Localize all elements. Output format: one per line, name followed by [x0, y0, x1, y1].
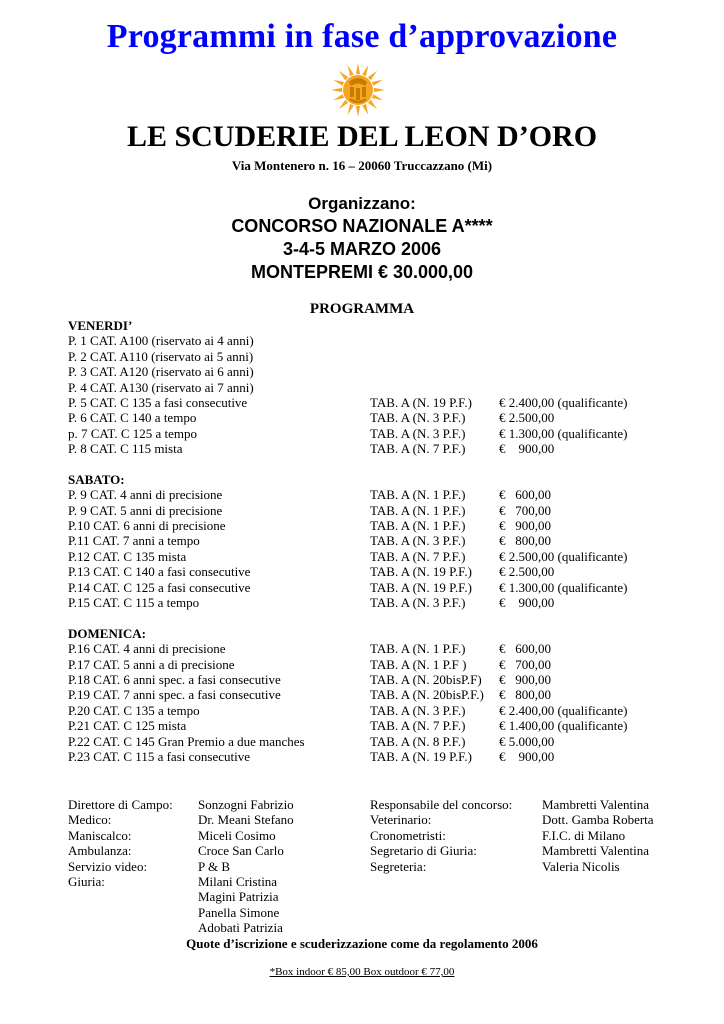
event-prize-cell: € 900,00 [499, 441, 555, 457]
staff-row [68, 843, 708, 858]
event-prize-cell: € 800,00 [499, 533, 551, 549]
event-tab-cell: TAB. A (N. 19 P.F.) [370, 394, 472, 410]
event-row [68, 564, 708, 579]
day-section [68, 626, 708, 765]
event-name-cell: P.22 CAT. C 145 Gran Premio a due manches [68, 733, 305, 749]
event-name-cell: P. 4 CAT. A130 (riservato ai 7 anni) [68, 379, 254, 395]
staff-name: P & B [198, 858, 231, 874]
staff-row [68, 828, 708, 843]
day-label: VENERDI’ [68, 318, 133, 333]
schedule [68, 318, 708, 780]
event-prize-cell: € 600,00 [499, 641, 551, 657]
event-tab-cell: TAB. A (N. 1 P.F.) [370, 641, 466, 657]
event-tab-cell: TAB. A (N. 1 P.F ) [370, 656, 467, 672]
event-name-cell: P.16 CAT. 4 anni di precisione [68, 641, 226, 657]
event-name-cell: P. 9 CAT. 4 anni di precisione [68, 487, 223, 503]
event-name-cell: P.19 CAT. 7 anni spec. a fasi consecutive [68, 687, 281, 703]
event-prize-cell: € 800,00 [499, 687, 551, 703]
fees-note: Quote d’iscrizione e scuderizzazione come da regolamento 2006 [186, 936, 538, 951]
event-name-cell: P.12 CAT. C 135 mista [68, 548, 187, 564]
event-tab-cell: TAB. A (N. 3 P.F.) [370, 425, 466, 441]
staff-name: Panella Simone [198, 904, 280, 920]
event-tab-cell: TAB. A (N. 19 P.F.) [370, 579, 472, 595]
staff-name: Mambretti Valentina [542, 843, 649, 859]
event-tab-cell: TAB. A (N. 7 P.F.) [370, 718, 466, 734]
event-row [68, 487, 708, 502]
event-prize-cell: € 1.300,00 (qualificante) [499, 425, 628, 441]
event-row [68, 641, 708, 656]
staff-row [68, 905, 708, 920]
event-prize-pool: MONTEPREMI € 30.000,00 [250, 262, 474, 282]
event-prize-cell: € 2.500,00 [499, 410, 555, 426]
event-row [68, 734, 708, 749]
event-prize-cell: € 5.000,00 [499, 733, 555, 749]
event-row [68, 657, 708, 672]
staff-row [68, 920, 708, 935]
staff-row [68, 874, 708, 889]
event-tab-cell: TAB. A (N. 3 P.F.) [370, 702, 466, 718]
event-row [68, 672, 708, 687]
event-name-cell: P. 8 CAT. C 115 mista [68, 441, 183, 457]
staff-row [68, 889, 708, 904]
event-tab-cell: TAB. A (N. 19 P.F.) [370, 564, 472, 580]
staff-role: Maniscalco: [68, 827, 132, 843]
event-prize-cell: € 900,00 [499, 595, 555, 611]
event-row [68, 380, 708, 395]
staff-name: F.I.C. di Milano [542, 827, 626, 843]
event-prize-cell: € 1.300,00 (qualificante) [499, 579, 628, 595]
event-tab-cell: TAB. A (N. 3 P.F.) [370, 533, 466, 549]
event-row [68, 533, 708, 548]
event-prize-cell: € 2.500,00 [499, 564, 555, 580]
staff-name: Croce San Carlo [198, 843, 284, 859]
event-row [68, 687, 708, 702]
staff-role: Veterinario: [370, 812, 432, 828]
box-note [0, 966, 724, 978]
day-label: SABATO: [68, 471, 125, 487]
event-name-cell: P. 1 CAT. A100 (riservato ai 4 anni) [68, 333, 254, 349]
event-prize-cell: € 2.500,00 (qualificante) [499, 548, 628, 564]
event-name-cell: P.17 CAT. 5 anni a di precisione [68, 656, 235, 672]
event-name-cell: P. 6 CAT. C 140 a tempo [68, 410, 197, 426]
event-row [68, 333, 708, 348]
event-tab-cell: TAB. A (N. 1 P.F.) [370, 502, 466, 518]
lion-sun-logo-icon [330, 60, 386, 120]
event-name-cell: P.21 CAT. C 125 mista [68, 718, 187, 734]
event-name-cell: P. 3 CAT. A120 (riservato ai 6 anni) [68, 364, 254, 380]
staff-name: Dr. Meani Stefano [198, 812, 294, 828]
program-heading: PROGRAMMA [309, 301, 415, 317]
day-section [68, 318, 708, 457]
event-prize-cell: € 900,00 [499, 671, 551, 687]
event-name-cell: P. 9 CAT. 5 anni di precisione [68, 502, 223, 518]
event-tab-cell: TAB. A (N. 1 P.F.) [370, 518, 466, 534]
staff-role: Direttore di Campo: [68, 797, 173, 812]
event-row [68, 749, 708, 764]
event-name-cell: P.10 CAT. 6 anni di precisione [68, 518, 226, 534]
staff-role: Servizio video: [68, 858, 148, 874]
event-row [68, 703, 708, 718]
staff-row [68, 797, 708, 812]
event-prize-cell: € 1.400,00 (qualificante) [499, 718, 628, 734]
event-dates: 3-4-5 MARZO 2006 [282, 239, 442, 259]
event-row [68, 549, 708, 564]
event-tab-cell: TAB. A (N. 20bisP.F) [370, 671, 482, 687]
event-name-cell: P. 2 CAT. A110 (riservato ai 5 anni) [68, 348, 254, 364]
staff-name: Mambretti Valentina [542, 797, 649, 812]
staff-row [68, 859, 708, 874]
staff-name: Magini Patrizia [198, 889, 279, 905]
organizer-address: Via Montenero n. 16 – 20060 Truccazzano (Mi) [231, 158, 493, 173]
event-tab-cell: TAB. A (N. 3 P.F.) [370, 595, 466, 611]
event-tab-cell: TAB. A (N. 1 P.F.) [370, 487, 466, 503]
organizer-name: LE SCUDERIE DEL LEON D’ORO [126, 120, 598, 153]
event-row [68, 349, 708, 364]
event-prize-cell: € 900,00 [499, 748, 555, 764]
event-row [68, 410, 708, 425]
staff-name: Milani Cristina [198, 873, 278, 889]
event-tab-cell: TAB. A (N. 7 P.F.) [370, 548, 466, 564]
event-name-cell: P.14 CAT. C 125 a fasi consecutive [68, 579, 251, 595]
event-prize-cell: € 700,00 [499, 656, 551, 672]
staff-role: Segretario di Giuria: [370, 843, 477, 859]
event-tab-cell: TAB. A (N. 3 P.F.) [370, 410, 466, 426]
staff-role: Giuria: [68, 873, 105, 889]
event-row [68, 426, 708, 441]
staff-name: Adobati Patrizia [198, 920, 283, 936]
event-row [68, 595, 708, 610]
event-prize-cell: € 700,00 [499, 502, 551, 518]
event-row [68, 518, 708, 533]
event-prize-cell: € 900,00 [499, 518, 551, 534]
event-name-cell: P.13 CAT. C 140 a fasi consecutive [68, 564, 251, 580]
event-prize-cell: € 2.400,00 (qualificante) [499, 702, 628, 718]
event-tab-cell: TAB. A (N. 19 P.F.) [370, 748, 472, 764]
event-name-cell: p. 7 CAT. C 125 a tempo [68, 425, 198, 441]
event-row [68, 395, 708, 410]
staff-role: Segreteria: [370, 858, 427, 874]
event-intro: Organizzano: [308, 194, 416, 213]
event-name-cell: P.20 CAT. C 135 a tempo [68, 702, 200, 718]
event-name-cell: P.18 CAT. 6 anni spec. a fasi consecutive [68, 671, 281, 687]
staff-name: Sonzogni Fabrizio [198, 797, 294, 812]
day-section [68, 472, 708, 611]
staff-name: Miceli Cosimo [198, 827, 276, 843]
event-row [68, 364, 708, 379]
event-name: CONCORSO NAZIONALE A**** [231, 216, 493, 236]
staff-role: Medico: [68, 812, 112, 828]
staff-list [68, 797, 708, 936]
staff-name: Dott. Gamba Roberta [542, 812, 654, 828]
event-row [68, 503, 708, 518]
event-name-cell: P.11 CAT. 7 anni a tempo [68, 533, 200, 549]
event-tab-cell: TAB. A (N. 20bisP.F.) [370, 687, 484, 703]
box-note-text: *Box indoor € 85,00 Box outdoor € 77,00 [269, 966, 455, 978]
event-prize-cell: € 2.400,00 (qualificante) [499, 394, 628, 410]
staff-role: Cronometristi: [370, 827, 446, 843]
day-label: DOMENICA: [68, 625, 146, 641]
event-row [68, 441, 708, 456]
staff-row [68, 812, 708, 827]
event-tab-cell: TAB. A (N. 7 P.F.) [370, 441, 466, 457]
staff-role: Ambulanza: [68, 843, 132, 859]
event-block [0, 192, 724, 284]
event-prize-cell: € 600,00 [499, 487, 551, 503]
staff-name: Valeria Nicolis [542, 858, 620, 874]
event-name-cell: P.15 CAT. C 115 a tempo [68, 595, 200, 611]
page-title: Programmi in fase d’approvazione [106, 18, 618, 55]
event-row [68, 718, 708, 733]
event-tab-cell: TAB. A (N. 8 P.F.) [370, 733, 466, 749]
event-name-cell: P. 5 CAT. C 135 a fasi consecutive [68, 394, 248, 410]
event-row [68, 580, 708, 595]
staff-role: Responsabile del concorso: [370, 797, 513, 812]
event-name-cell: P.23 CAT. C 115 a fasi consecutive [68, 748, 250, 764]
